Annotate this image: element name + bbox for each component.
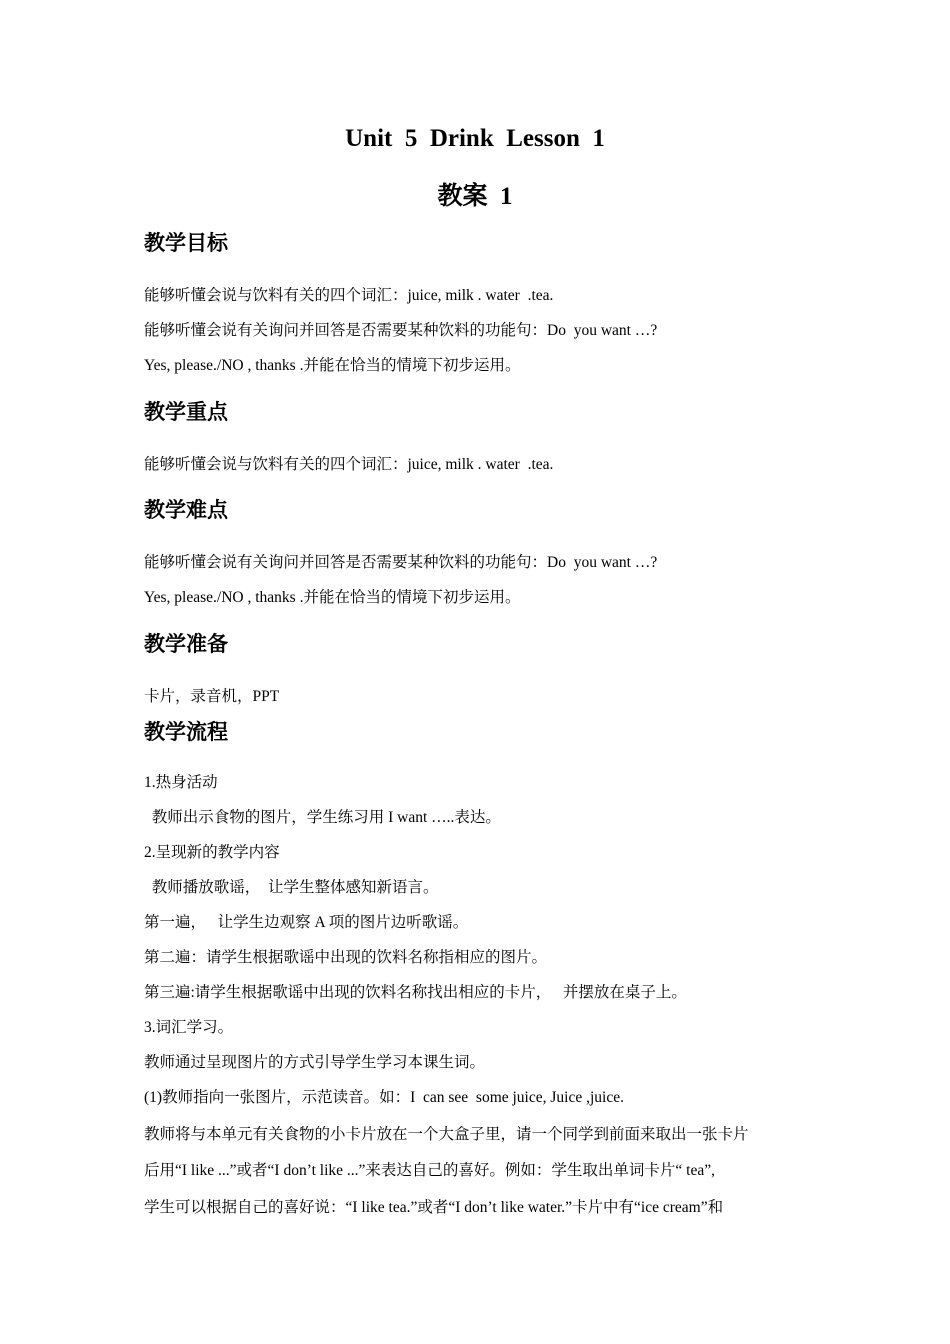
process-line: (1)教师指向一张图片，示范读音。如：I can see some juice, Juice ,juice. [144,1089,624,1106]
process-line: 学生可以根据自己的喜好说：“I like tea.”或者“I don’t like water.”卡片中有“ice cream”和 [144,1199,724,1216]
difficulties-line: 能够听懂会说有关询问并回答是否需要某种饮料的功能句：Do you want …? [144,554,658,571]
document-title: Unit 5 Drink Lesson 1 [345,125,605,152]
process-line: 教师播放歌谣， 让学生整体感知新语言。 [144,879,439,896]
section-heading-key-points: 教学重点 [144,400,228,424]
process-line: 教师将与本单元有关食物的小卡片放在一个大盒子里，请一个同学到前面来取出一张卡片 [144,1126,749,1143]
objectives-line: 能够听懂会说与饮料有关的四个词汇：juice, milk . water .tea. [144,287,554,304]
process-line: 第一遍， 让学生边观察 A 项的图片边听歌谣。 [144,914,469,931]
document-subtitle: 教案 1 [437,183,513,210]
difficulties-line: Yes, please./NO , thanks .并能在恰当的情境下初步运用。 [144,589,521,606]
process-line: 后用“I like ...”或者“I don’t like ...”来表达自己的喜好。例如：学生取出单词卡片“ tea”, [144,1162,715,1179]
section-heading-objectives: 教学目标 [144,231,228,255]
preparation-line: 卡片，录音机，PPT [144,688,280,705]
process-line: 教师出示食物的图片，学生练习用 I want …..表达。 [144,809,501,826]
process-line: 第三遍:请学生根据歌谣中出现的饮料名称找出相应的卡片， 并摆放在桌子上。 [144,984,687,1001]
process-line: 教师通过呈现图片的方式引导学生学习本课生词。 [144,1054,486,1071]
process-line: 3.词汇学习。 [144,1019,234,1036]
key-points-line: 能够听懂会说与饮料有关的四个词汇：juice, milk . water .tea. [144,456,554,473]
process-line: 第二遍：请学生根据歌谣中出现的饮料名称指相应的图片。 [144,949,548,966]
section-heading-preparation: 教学准备 [144,632,228,656]
section-heading-process: 教学流程 [144,720,228,744]
process-line: 2.呈现新的教学内容 [144,844,280,861]
objectives-line: Yes, please./NO , thanks .并能在恰当的情境下初步运用。 [144,357,521,374]
objectives-line: 能够听懂会说有关询问并回答是否需要某种饮料的功能句：Do you want …? [144,322,658,339]
section-heading-difficulties: 教学难点 [144,498,228,522]
process-line: 1.热身活动 [144,774,218,791]
